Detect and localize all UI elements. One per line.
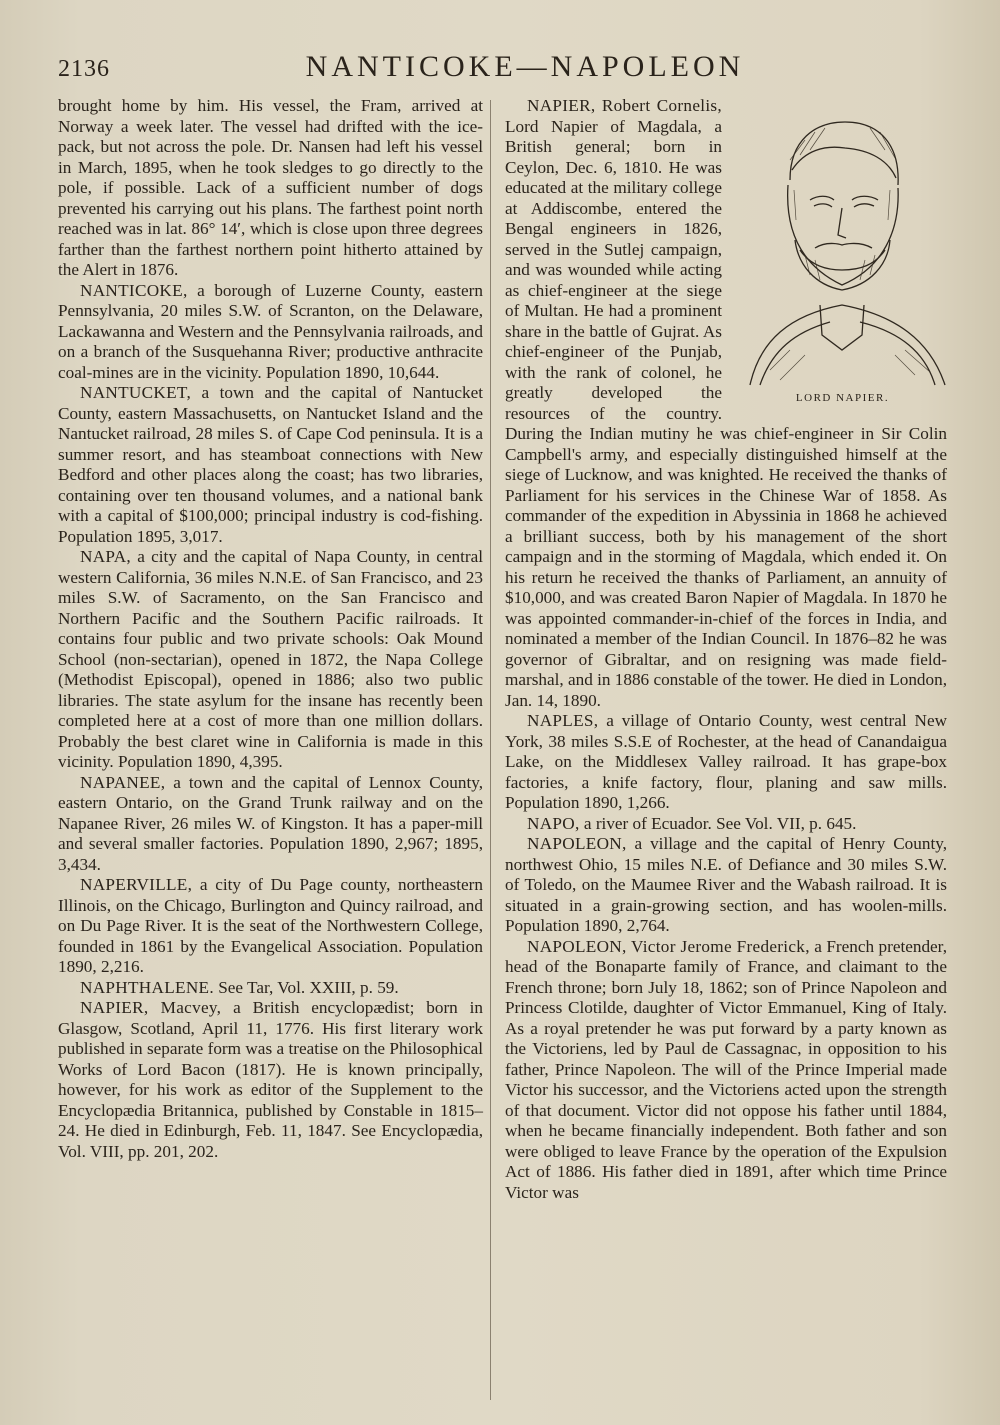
running-title: NANTICOKE—NAPOLEON [305,50,745,83]
column-rule [490,100,491,1400]
headword: NAPLES, [527,711,599,730]
entry-text: a village of Ontario County, west central New York, 38 miles S.S.E of Rochester, at the head of Canandaigua Lake, on the Middlesex Valley railroad. It has grape-box factories, a knife factory, flour, planing and saw mills. Population 1890, 1,266. [505,711,947,812]
headword: NAPIER, Macvey, [80,998,222,1017]
headword: NANTUCKET, [80,383,192,402]
headword: NANTICOKE, [80,280,188,300]
entry-napoleon-victor [505,937,947,1204]
entry-naperville [58,875,483,978]
entry-text: a British encyclopædist; born in Glasgow, Scotland, April 11, 1776. His first literary work published in separate form was a treatise on the Philosophical Works of Lord Bacon (1817). He is known principally, however, for his work as editor of the Supplement to the Encyclopædia Britannica, published by Constable in 1815–24. He died in Edinburgh, Feb. 11, 1847. See Encyclopædia, Vol. VIII, pp. 201, 202. [58,998,483,1161]
headword: NAPHTHALENE. [80,977,214,997]
entry-napoleon-ohio [505,834,947,937]
entry-naples [505,711,947,814]
entry-napier-macvey [58,998,483,1162]
entry-naphthalene [58,978,483,999]
headword: NAPOLEON, [527,834,627,853]
entry-text: a river of Ecuador. See Vol. VII, p. 645. [583,813,857,833]
entry-text: a French pretender, head of the Bonaparte family of France, and claimant to the French throne; born July 18, 1862; son of Prince Napoleon and Princess Clotilde, daughter of Victor Emmanuel, King of Italy. As a royal pretender he was put forward by a party known as the Victoriens, led by Paul de Cassagnac, in opposition to his father, Prince Napoleon. The will of the Prince Imperial made Victor his successor, and the Victoriens acted upon the strength of that document. Victor did not oppose his father until 1884, when he became financially independent. Both father and son were obliged to leave France by the operation of the Expulsion Act of 1886. His father died in 1891, after which time Prince Victor was [505,936,948,1202]
entry-nanticoke [58,281,483,384]
entry-nansen-continued: brought home by him. His vessel, the Fram, arrived at Norway a week later. The vessel had drifted with the ice-pack, but not across the pole. Dr. Nansen had left his vessel in March, 1895, when he took sledges to go directly to the pole, if possible. Lack of a sufficient number of dogs prevented his carrying out his plans. The farthest point north reached was in lat. 86° 14′, which is close upon three degrees farther than the farthest northern point hitherto attained by the Alert in 1876. [58,96,483,279]
entry-napo [505,814,947,835]
entry-text: a city of Du Page county, northeastern Illinois, on the Chicago, Burlington and Quincy railroad, and on Du Page River. It is the seat of the Northwestern College, founded in 1861 by the Evangelical Association. Population 1890, 2,216. [58,875,484,976]
entry-text: See Tar, Vol. XXIII, p. 59. [218,977,399,997]
headword: NAPERVILLE, [80,875,193,894]
headword: NAPOLEON, Victor Jerome Frederick, [527,936,810,956]
entry-text: a town and the capital of Lennox County, eastern Ontario, on the Grand Trunk railway and on the Napanee River, 26 miles W. of Kingston. It has a paper-mill and several smaller factories. Population 1890, 2,967; 1895, 3,434. [58,772,483,874]
portrait-caption: LORD NAPIER. [795,392,890,404]
headword: NAPIER, Robert Cornelis, [527,96,722,115]
left-column [58,96,483,1162]
portrait-engraving [730,100,955,390]
right-column [505,96,947,1203]
entry-text: a borough of Luzerne County, eastern Pennsylvania, 20 miles S.W. of Scranton, on the Delaware, Lackawanna and Western and the Pennsylvania railroads, and on a branch of the Susquehanna River; productive anthracite coal-mines are in the vicinity. Population 1890, 10,644. [58,280,483,382]
headword: NAPA, [80,547,132,566]
entry-nantucket [58,383,483,547]
entry-napanee [58,773,483,876]
headword: NAPANEE, [80,772,166,792]
running-head [58,50,952,90]
entry-text: a village and the capital of Henry County, northwest Ohio, 15 miles N.E. of Defiance and 30 miles S.W. of Toledo, on the Maumee River and the Wabash railroad. It is situated in a grain-growing section, and has woolen-mills. Population 1890, 2,764. [505,834,947,935]
entry-text: a town and the capital of Nantucket County, eastern Massachusetts, on Nantucket Island and the Nantucket railroad, 28 miles S. of Cape Cod peninsula. It is a summer resort, and has steamboat connections with New Bedford and other places along the coast; has two libraries, containing over ten thousand volumes, and a national bank with a capital of $100,000; principal industry is cod-fishing. Population 1895, 3,017. [58,383,483,546]
entry-text: Lord Napier of Magdala, a British general; born in Ceylon, Dec. 6, 1810. He was educated at the military college at Addiscombe, entered the Bengal engineers in 1826, served in the Sutlej campaign, and was wounded while acting as chief-engineer at the siege of Multan. He had a prominent share in the battle of Gujrat. As chief-engineer of the Punjab, with the rank of colonel, he greatly developed the resources of the country. During the Indian mutiny he was chief-engineer in Sir Colin Campbell's army, and especially distinguished himself at the siege of Lucknow, and was knighted. He received the thanks of Parliament for his services in the Chinese War of 1858. As commander of the expedition in Abyssinia in 1868 he achieved a brilliant success, both by his management of the short campaign and in the storming of Magdala, which ended it. On his return he received the thanks of Parliament, an annuity of $10,000, and was created Baron Napier of Magdala. In 1870 he was appointed commander-in-chief of the forces in India, and nominated a member of the Indian Council. In 1876–82 he was governor of Gibraltar, and on resigning was made field-marshal, and in 1886 constable of the tower. He died in London, Jan. 14, 1890. [505,116,947,710]
entry-text: a city and the capital of Napa County, in central western California, 36 miles N.N.E. of San Francisco, and 23 miles S.W. of Sacramento, on the San Francisco and Northern Pacific and the Southern Pacific railroads. It contains four public and two private schools: Oak Mound School (non-sectarian), opened in 1872, the Napa College (Methodist Episcopal), opened in 1886; also two public libraries. The state asylum for the insane has recently been completed here at a cost of more than one million dollars. Probably the best claret wine in California is made in this vicinity. Population 1890, 4,395. [58,547,483,771]
page-number: 2136 [58,56,110,82]
portrait-figure [730,100,955,410]
headword: NAPO, [527,813,580,833]
entry-napa [58,547,483,773]
